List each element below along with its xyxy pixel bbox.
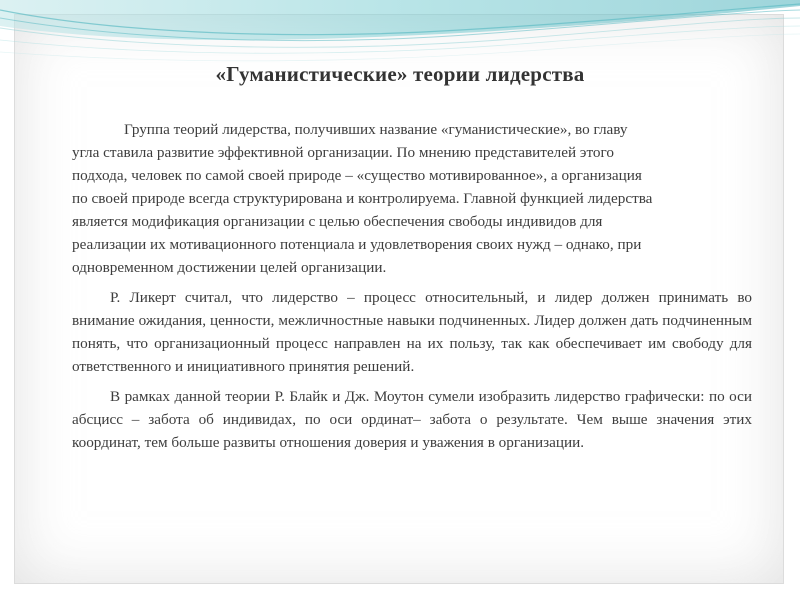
header-wave-decoration — [0, 0, 800, 120]
paragraph-1-line: подхода, человек по самой своей природе – «существо мотивированное», а организация — [72, 167, 642, 184]
paragraph-1-line — [72, 118, 752, 141]
paragraph-1-line: одновременном достижении целей организации. — [72, 259, 387, 276]
paragraph-1 — [72, 118, 752, 279]
paragraph-1-line: по своей природе всегда структурирована и контролируема. Главной функцией лидерства — [72, 190, 653, 207]
paragraph-2: Р. Ликерт считал, что лидерство – процесс относительный, и лидер должен принимать во внимание ожидания, ценности, межличностные навыки подчиненных. Лидер должен дать подчиненным понять, что организационный процесс направлен на их пользу, так как обеспечивает им свободу для ответственного и инициативного принятия решений. — [72, 289, 752, 375]
paragraph-1-line: является модификация организации с целью обеспечения свободы индивидов для — [72, 213, 603, 230]
paragraph-3: В рамках данной теории Р. Блайк и Дж. Моутон сумели изобразить лидерство графически: по оси абсцисс – забота об индивидах, по оси ординат– забота о результате. Чем выше значения этих координат, тем больше развиты отношения доверия и уважения в организации. — [72, 388, 752, 451]
paragraph-1-line: угла ставила развитие эффективной организации. По мнению представителей этого — [72, 144, 614, 161]
paragraph-1-line: реализации их мотивационного потенциала и удовлетворения своих нужд – однако, при — [72, 236, 642, 253]
paragraph-1-line-text: Группа теорий лидерства, получивших название «гуманистические», во главу — [124, 121, 628, 138]
slide-title: «Гуманистические» теории лидерства — [215, 62, 585, 86]
slide-body — [72, 118, 752, 461]
